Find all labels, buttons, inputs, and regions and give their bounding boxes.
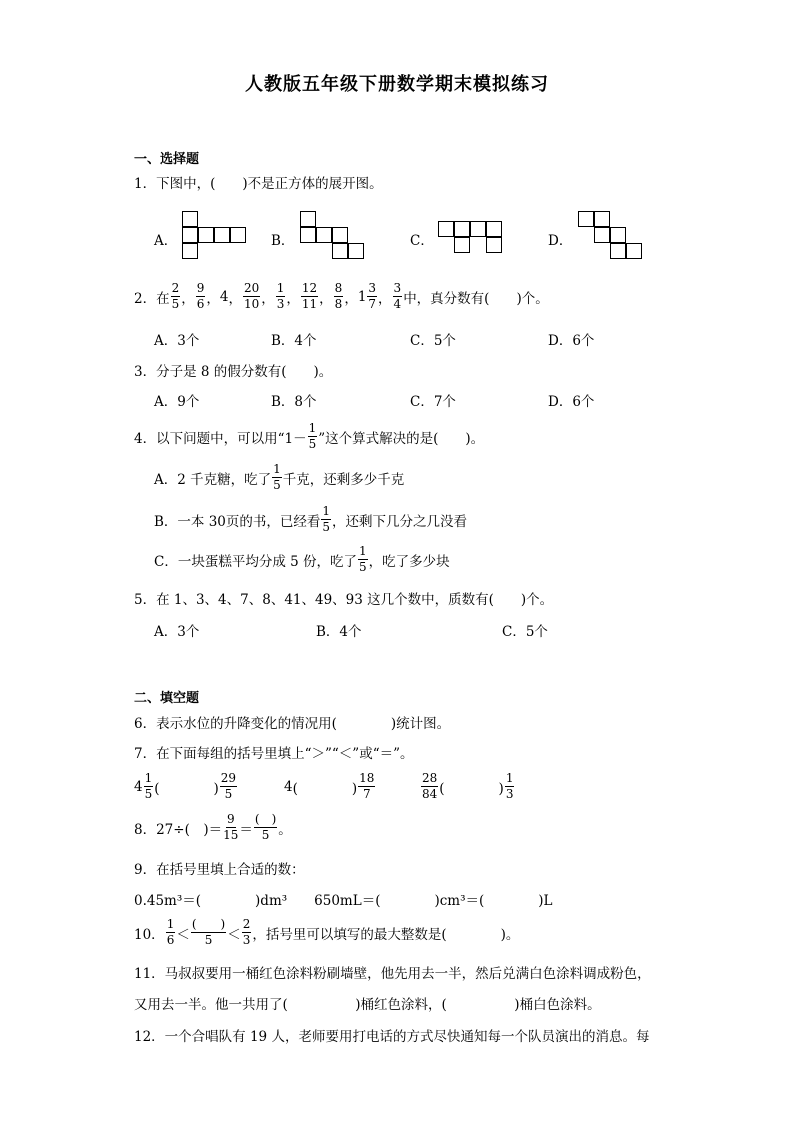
q8-end: 。 bbox=[278, 821, 292, 838]
q5-option-c: C．5个 bbox=[502, 624, 548, 640]
separator: ， bbox=[206, 290, 220, 307]
question-11-line-2: 又用去一半。他一共用了( )桶红色涂料，( )桶白色涂料。 bbox=[134, 997, 601, 1013]
question-1: 1．下图中，( )不是正方体的展开图。 bbox=[134, 176, 383, 192]
q7-g1-mixed: 4 $\frac{1}{5}$ bbox=[134, 771, 153, 801]
separator: ， bbox=[181, 290, 195, 307]
q4-option-b-text: ，还剩下几分之几没看 bbox=[332, 513, 468, 530]
q4-option-b bbox=[154, 505, 467, 534]
q2-fraction: $\frac{3}{4}$ bbox=[393, 281, 402, 311]
question-10 bbox=[134, 918, 519, 947]
q7-g2-blank: ( ) bbox=[292, 780, 358, 797]
q1-option-a-label: A． bbox=[154, 233, 178, 249]
q1-option-c-label: C． bbox=[410, 233, 434, 249]
q8-equals: ＝ bbox=[239, 821, 253, 838]
q2-fraction: $\frac{2}{5}$ bbox=[171, 281, 180, 311]
q3-option-a: A．9个 bbox=[154, 394, 200, 410]
q7-g2-whole: 4 bbox=[284, 778, 293, 795]
section-heading-fill: 二、填空题 bbox=[134, 691, 200, 706]
q7-g3-left: $\frac{28}{84}$ bbox=[422, 771, 438, 801]
q1-option-d-label: D． bbox=[548, 233, 573, 249]
question-6: 6．表示水位的升降变化的情况用( )统计图。 bbox=[134, 716, 451, 732]
question-7: 7．在下面每组的括号里填上“＞”“＜”或“＝”。 bbox=[134, 746, 414, 762]
q2-whole: 4 bbox=[219, 288, 229, 305]
separator: ， bbox=[286, 290, 300, 307]
question-4 bbox=[134, 422, 484, 451]
question-12-line-1: 12．一个合唱队有 19 人，老师要用打电话的方式尽快通知每一个队员演出的消息。每 bbox=[134, 1029, 650, 1045]
q9-conversions: 0.45m³＝( )dm³ 650mL＝( )cm³＝( )L bbox=[134, 893, 553, 909]
question-11-line-1: 11．马叔叔要用一桶红色涂料粉刷墙壁，他先用去一半，然后兑满白色涂料调成粉色， bbox=[134, 966, 651, 982]
question-8 bbox=[134, 813, 292, 842]
separator: ， bbox=[319, 290, 333, 307]
q4-option-a-text: A．2 千克糖，吃了 bbox=[154, 471, 272, 488]
q10-less-than: ＜ bbox=[176, 926, 190, 943]
page-title: 人教版五年级下册数学期末模拟练习 bbox=[245, 74, 549, 95]
section-heading-choice: 一、选择题 bbox=[134, 152, 200, 167]
q4-option-a bbox=[154, 463, 404, 492]
q7-g1-blank: ( ) bbox=[154, 780, 219, 797]
separator: ， bbox=[228, 290, 242, 307]
question-9: 9．在括号里填上合适的数： bbox=[134, 862, 305, 878]
question-5: 5．在 1、3、4、7、8、41、49、93 这几个数中，质数有( )个。 bbox=[134, 592, 554, 608]
q2-fraction: $\frac{8}{8}$ bbox=[334, 281, 343, 311]
q7-g3-blank: ( ) bbox=[439, 780, 504, 797]
q7-g1-right: $\frac{29}{5}$ bbox=[220, 771, 237, 801]
separator: ， bbox=[378, 290, 392, 307]
q10-fraction-2: $\frac{( )}{5}$ bbox=[191, 917, 226, 947]
q8-fraction-1: $\frac{9}{15}$ bbox=[223, 812, 239, 842]
q8-prefix: 8．27÷( )＝ bbox=[134, 821, 223, 838]
q2-fraction: $\frac{1}{3}$ bbox=[276, 281, 285, 311]
q10-fraction-1: $\frac{1}{6}$ bbox=[166, 917, 175, 947]
q4-option-c-text: C．一块蛋糕平均分成 5 份，吃了 bbox=[154, 553, 358, 570]
q4-option-b-text: B．一本 30页的书，已经看 bbox=[154, 513, 321, 530]
q7-group-1 bbox=[134, 772, 238, 801]
q7-g2-right: $\frac{18}{7}$ bbox=[359, 771, 375, 801]
q4-option-b-fraction: $\frac{1}{5}$ bbox=[322, 504, 331, 534]
q3-option-d: D．6个 bbox=[548, 394, 595, 410]
q7-group-2 bbox=[284, 772, 376, 801]
q8-fraction-2: $\frac{( )}{5}$ bbox=[254, 812, 277, 842]
q4-option-c-text: ，吃了多少块 bbox=[368, 553, 450, 570]
q4-suffix: ”这个算式解决的是( )。 bbox=[318, 430, 485, 447]
q10-fraction-3: $\frac{2}{3}$ bbox=[242, 917, 251, 947]
q2-mixed-number: 1 $\frac{3}{7}$ bbox=[357, 281, 377, 311]
q2-fraction: $\frac{12}{11}$ bbox=[301, 281, 318, 311]
q4-option-c bbox=[154, 545, 450, 574]
q2-tail: 中，真分数有( )个。 bbox=[403, 290, 549, 307]
q7-g3-right: $\frac{1}{3}$ bbox=[505, 771, 514, 801]
q4-option-c-fraction: $\frac{1}{5}$ bbox=[359, 544, 367, 574]
q1-option-b-label: B． bbox=[271, 233, 295, 249]
q2-option-b: B．4个 bbox=[271, 333, 317, 349]
q3-option-c: C．7个 bbox=[410, 394, 456, 410]
q4-option-a-text: 千克，还剩多少千克 bbox=[282, 471, 405, 488]
q10-num: 10． bbox=[134, 926, 165, 943]
q4-fraction: $\frac{1}{5}$ bbox=[308, 421, 317, 451]
q5-option-b: B．4个 bbox=[316, 624, 362, 640]
q2-prefix: 2．在 bbox=[134, 290, 170, 307]
q10-less-than: ＜ bbox=[227, 926, 241, 943]
question-3: 3．分子是 8 的假分数有( )。 bbox=[134, 364, 333, 380]
q3-option-b: B．8个 bbox=[271, 394, 317, 410]
q4-option-a-fraction: $\frac{1}{5}$ bbox=[273, 462, 281, 492]
separator: ， bbox=[344, 290, 358, 307]
q2-fraction: $\frac{20}{10}$ bbox=[243, 281, 260, 311]
q5-option-a: A．3个 bbox=[154, 624, 200, 640]
q10-tail: ，括号里可以填写的最大整数是( )。 bbox=[252, 926, 520, 943]
q2-option-a: A．3个 bbox=[154, 333, 200, 349]
question-2 bbox=[134, 282, 549, 311]
q4-prefix: 4．以下问题中，可以用“1－ bbox=[134, 430, 307, 447]
separator: ， bbox=[261, 290, 275, 307]
q2-fraction: $\frac{9}{6}$ bbox=[196, 281, 205, 311]
q2-option-c: C．5个 bbox=[410, 333, 456, 349]
q7-group-3 bbox=[420, 772, 515, 801]
q2-option-d: D．6个 bbox=[548, 333, 595, 349]
